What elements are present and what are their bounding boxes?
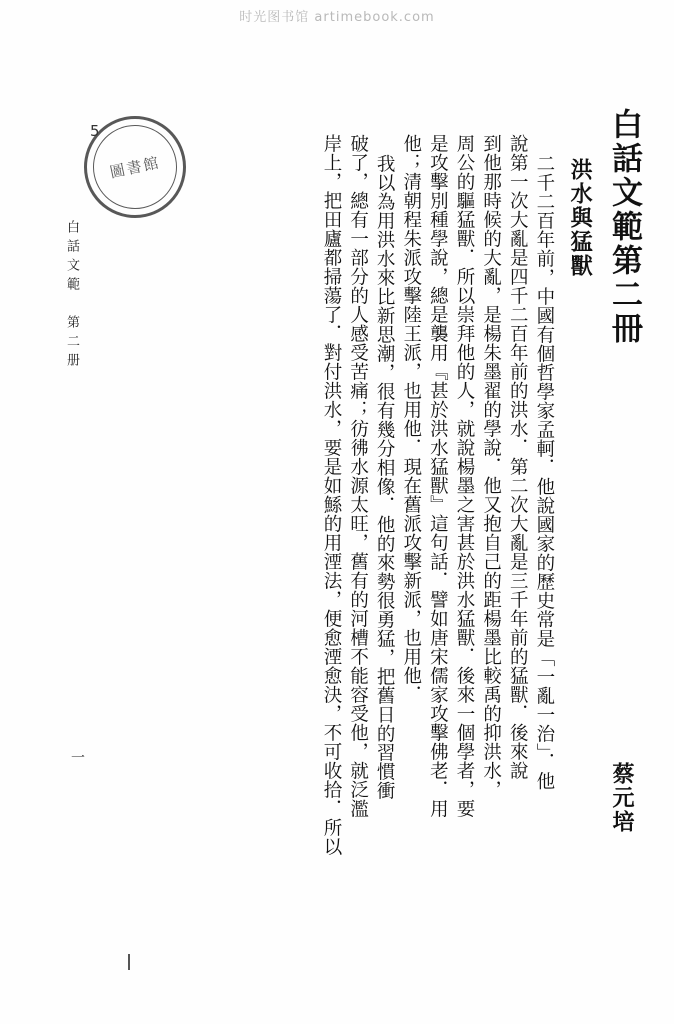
article-title: 洪水與猛獸	[567, 158, 594, 278]
watermark-text: 时光图书馆 artimebook.com	[239, 10, 435, 25]
body-column: 是攻擊別種學說，總是襲用『甚於洪水猛獸』這句話．譬如唐宋儒家攻擊佛老．用	[427, 134, 449, 818]
library-seal-text: 圖書館	[108, 153, 162, 182]
body-column: 二千二百年前，中國有個哲學家孟軻．他說國家的歷史常是「一亂一治」．他	[533, 154, 555, 791]
body-column: 我以為用洪水來比新思潮，很有幾分相像．他的來勢很勇猛，把舊日的習慣衝	[374, 154, 396, 800]
book-title: 白話文範第二冊	[606, 108, 642, 346]
body-column: 到他那時候的大亂，是楊朱墨翟的學說．他又抱自己的距楊墨比較禹的抑洪水，	[480, 134, 502, 799]
scanned-page-content	[40, 50, 640, 984]
seal-mark-number: 5	[90, 122, 100, 140]
body-column: 說第一次大亂是四千二百年前的洪水．第二次大亂是三千年前的猛獸．後來說	[507, 134, 529, 780]
body-column: 他；清朝程朱派攻擊陸王派，也用他．現在舊派攻擊新派，也用他．	[400, 134, 422, 704]
body-column: 岸上，把田廬都掃蕩了．對付洪水，要是如鯀的用湮法，便愈湮愈決，不可收拾．所以	[320, 134, 342, 856]
page-number: 一	[69, 750, 85, 764]
vertical-text-block	[40, 50, 640, 984]
body-column: 周公的驅猛獸．所以崇拜他的人，就說楊墨之害甚於洪水猛獸．後來一個學者，要	[454, 134, 475, 818]
body-column: 破了，總有一部分的人感受苦痛；彷彿水源太旺，舊有的河槽不能容受他，就泛濫	[347, 134, 369, 818]
running-header: 白話文範 第二册	[64, 220, 79, 372]
author-name: 蔡元培	[609, 762, 635, 834]
